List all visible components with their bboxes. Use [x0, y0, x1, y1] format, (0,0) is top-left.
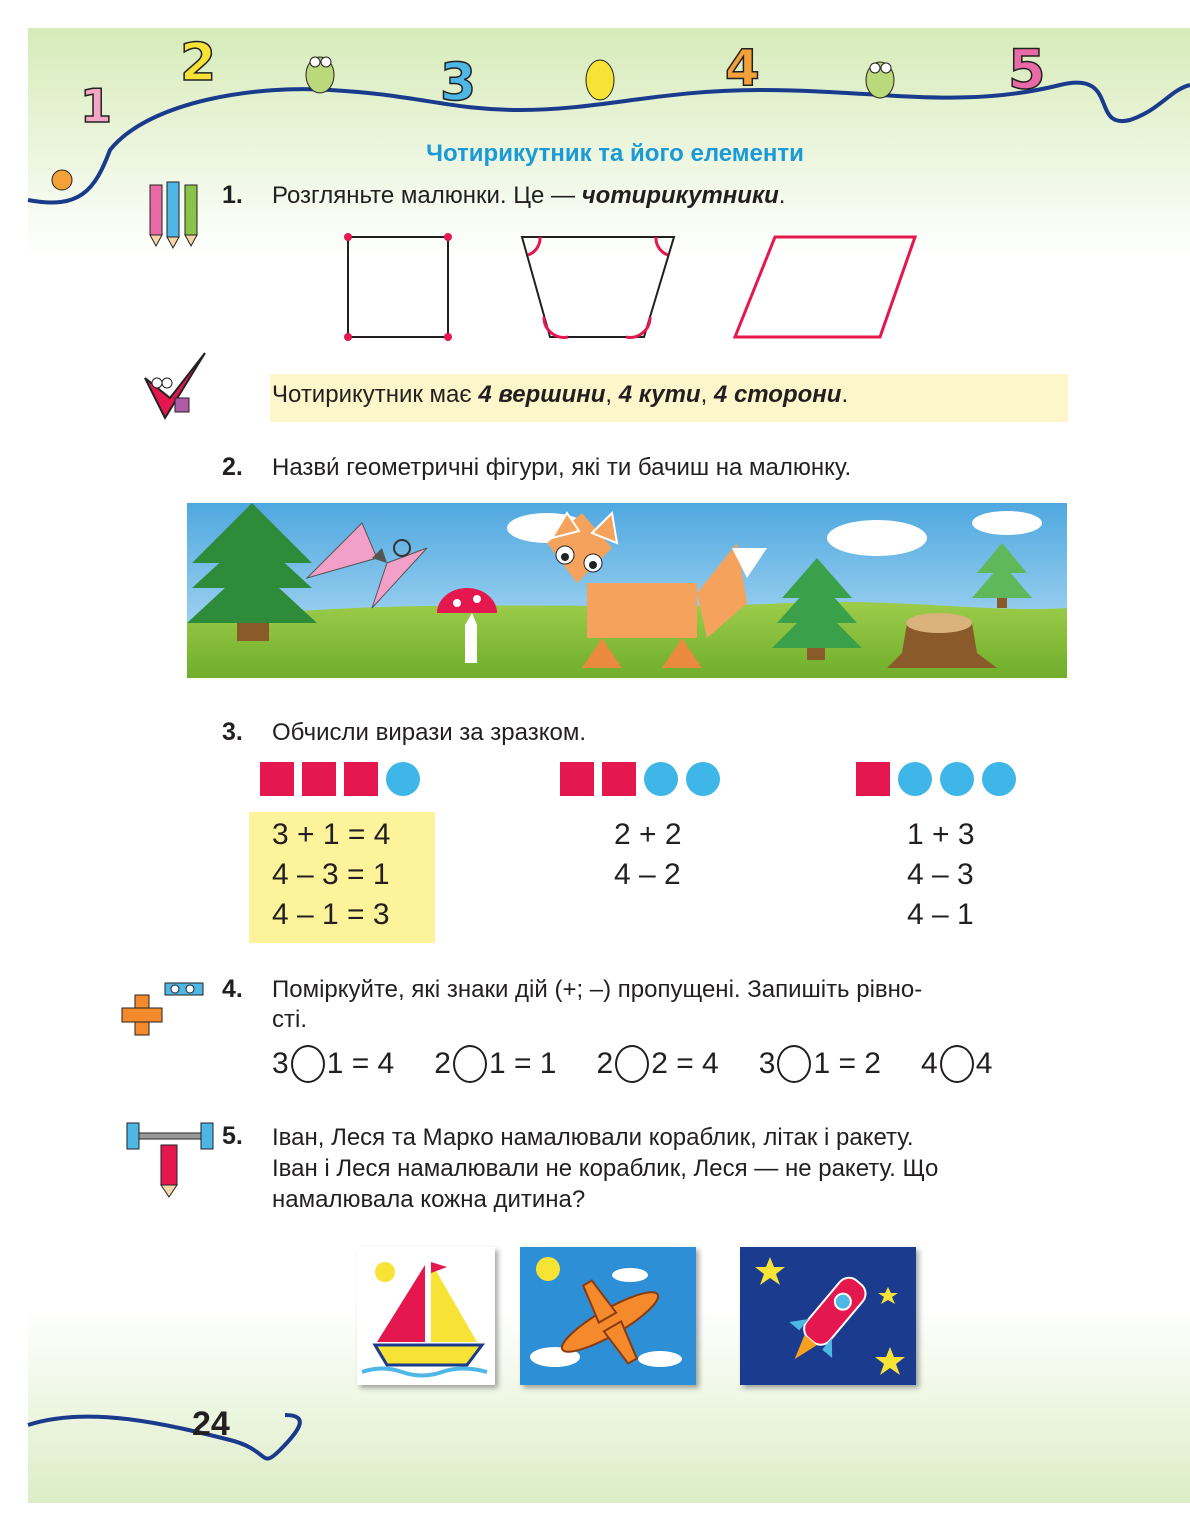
svg-text:2: 2 — [180, 33, 217, 93]
equation-right: 1 = 1 — [488, 1047, 557, 1080]
task-4-text — [272, 975, 1072, 1035]
expression: 2 + 2 — [614, 818, 682, 851]
rule-angles: 4 кути — [618, 381, 701, 408]
group-1-expressions — [272, 815, 390, 935]
square-marker — [302, 762, 336, 796]
task-4-number: 4. — [222, 975, 243, 1003]
group-2-expressions — [614, 815, 682, 895]
task-3-text: Обчисли вирази за зразком. — [272, 719, 587, 746]
page-number: 24 — [192, 1405, 230, 1443]
task-1-number: 1. — [222, 181, 243, 209]
quadrilaterals-figure — [330, 225, 940, 350]
circle-marker — [940, 762, 974, 796]
square-marker — [260, 762, 294, 796]
equation-left: 4 — [921, 1047, 938, 1080]
digit-two-icon — [180, 33, 216, 93]
circle-marker — [898, 762, 932, 796]
circle-marker — [644, 762, 678, 796]
group-3-markers — [856, 762, 1016, 796]
group-2-markers — [560, 762, 720, 796]
pencil-weightlifter-icon — [125, 1115, 215, 1200]
missing-sign-slot[interactable] — [615, 1045, 649, 1083]
rule-prefix: Чотирикутник має — [272, 381, 479, 408]
equation-left: 2 — [434, 1047, 451, 1080]
airplane-picture — [520, 1247, 696, 1385]
checkmark-character-icon — [125, 348, 215, 428]
task-1-text — [272, 181, 785, 211]
group-3-expressions — [907, 815, 975, 935]
missing-sign-slot[interactable] — [291, 1045, 325, 1083]
rule-text — [272, 380, 848, 410]
task-2-number: 2. — [222, 453, 243, 481]
footer-decoration — [0, 1380, 1190, 1530]
expression: 4 – 1 — [907, 898, 974, 931]
equation-left: 2 — [596, 1047, 614, 1080]
frog-icon — [866, 62, 894, 98]
rule-separator: , — [605, 381, 619, 408]
expression: 4 – 2 — [614, 858, 681, 891]
geometric-landscape-picture — [187, 503, 1067, 678]
task-5-text — [272, 1122, 1072, 1215]
frog-icon — [306, 57, 334, 93]
digit-three-icon — [440, 53, 476, 113]
rule-suffix: . — [841, 381, 849, 408]
equation-right: 4 — [975, 1047, 993, 1080]
parallelogram-with-sides — [735, 237, 915, 337]
equation — [759, 1045, 881, 1083]
equation — [434, 1045, 556, 1083]
task-5-line: Іван і Леся намалювали не кораблик, Леся — не ракету. Що — [272, 1155, 939, 1182]
square-with-vertices — [344, 233, 452, 341]
circle-marker — [686, 762, 720, 796]
expression: 4 – 3 — [907, 858, 974, 891]
circle-marker — [982, 762, 1016, 796]
missing-sign-slot[interactable] — [453, 1045, 487, 1083]
task-2-text: Назви́ геометричні фігури, які ти бачиш на малюнку. — [272, 454, 852, 481]
digit-zero-icon — [586, 60, 614, 100]
expression: 4 – 3 = 1 — [272, 858, 390, 891]
equation-left: 3 — [272, 1047, 289, 1080]
rule-separator: , — [700, 381, 714, 408]
pencils-icon — [145, 180, 215, 250]
digit-one-icon — [80, 79, 112, 133]
expression: 1 + 3 — [907, 818, 975, 851]
square-marker — [602, 762, 636, 796]
expression: 3 + 1 = 4 — [272, 818, 391, 851]
square-marker — [344, 762, 378, 796]
task-3-number: 3. — [222, 718, 243, 746]
task-1-text-after: . — [778, 182, 786, 209]
rocket-picture — [740, 1247, 916, 1385]
task-5-number: 5. — [222, 1122, 243, 1150]
sailboat-picture — [357, 1247, 495, 1385]
equation — [272, 1045, 394, 1083]
plus-minus-characters-icon — [120, 975, 210, 1050]
equation — [921, 1045, 992, 1083]
equations-row — [272, 1045, 992, 1083]
svg-text:3: 3 — [440, 53, 477, 113]
square-marker — [856, 762, 890, 796]
digit-four-icon — [725, 39, 760, 97]
group-1-markers — [260, 762, 420, 796]
page-title: Чотирикутник та його елементи — [426, 140, 804, 167]
equation — [597, 1045, 719, 1083]
missing-sign-slot[interactable] — [777, 1045, 811, 1083]
equation-right: 2 = 4 — [651, 1047, 719, 1080]
rule-sides: 4 сторони — [713, 381, 842, 408]
missing-sign-slot[interactable] — [940, 1045, 974, 1083]
small-character-icon — [52, 170, 72, 190]
rule-vertices: 4 вершини — [478, 381, 606, 408]
square-marker — [560, 762, 594, 796]
svg-text:1: 1 — [80, 79, 113, 133]
equation-right: 1 = 4 — [326, 1047, 395, 1080]
equation-left: 3 — [758, 1047, 776, 1080]
task-5-line: намалювала кожна дитина? — [272, 1186, 586, 1213]
task-5-line: Іван, Леся та Марко намалювали кораблик, літак і ракету. — [272, 1124, 914, 1151]
task-4-line: Поміркуйте, які знаки дій (+; –) пропущені. Запишіть рівно- — [272, 976, 923, 1003]
digit-five-icon — [1008, 38, 1046, 101]
task-1-text-before: Розгляньте малюнки. Це — — [272, 182, 582, 209]
task-1-emphasis: чотирикутники — [581, 182, 779, 209]
task-4-line: сті. — [272, 1006, 307, 1033]
circle-marker — [386, 762, 420, 796]
svg-text:4: 4 — [725, 39, 760, 97]
svg-text:5: 5 — [1008, 38, 1046, 101]
equation-right: 1 = 2 — [813, 1047, 881, 1080]
expression: 4 – 1 = 3 — [272, 898, 390, 931]
trapezoid-with-angles — [522, 237, 674, 337]
